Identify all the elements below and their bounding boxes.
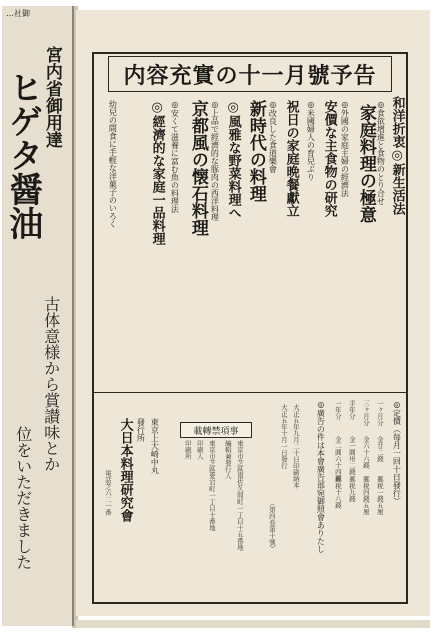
issue-number: （第四卷第十號） [267, 500, 276, 552]
article-9: 新時代の料理 [245, 100, 266, 202]
price-row-2-price: 金六十六錢 [361, 436, 370, 469]
price-row-3-price: 金一圓卅二錢 [347, 436, 356, 475]
left-page-fragment: …社御 [6, 9, 30, 18]
article-2: ◎食欲增進と食物のとり合せ [376, 100, 386, 205]
price-row-4-term: 一年分 [333, 400, 342, 420]
handwritten-line-1: 古体意様から賞讃味とか [41, 296, 61, 472]
print-date: 大正五年九月二十日印刷納本 [291, 404, 300, 489]
article-1: 和洋折衷◎新生活法 [389, 96, 405, 215]
printer-address: 東京市芝區愛宕町一丁目十番地 [207, 440, 216, 531]
page-title: 内容充實の十一月號予告 [108, 56, 392, 92]
print-shop-label: 印刷所 [183, 440, 192, 460]
article-3: 家庭料理の極意 [355, 104, 376, 223]
price-row-1-term: 一ヶ月分 [375, 400, 384, 426]
printer-label: 印刷人 [195, 440, 204, 460]
price-row-4-price: 金二圓六十四錢 [333, 436, 342, 482]
price-row-1-price: 金廿二錢 [375, 436, 384, 462]
article-13: ◎安くて滋養に富む魚の料理法 [170, 100, 180, 213]
price-row-3-term: 半年分 [347, 400, 356, 420]
phone-number: 電話芝六二一番 [103, 470, 112, 516]
editor-label: 編輯兼發行人 [223, 440, 232, 479]
article-14: ◎經濟的な家庭一品料理 [149, 100, 165, 245]
article-11: ◎上品で經濟的な豚肉の西洋料理 [210, 100, 220, 221]
article-8: ◎改良した食道樂會 [268, 100, 278, 173]
section-divider [94, 392, 406, 393]
article-4: ◎外國の家庭主婦の經濟法 [340, 100, 350, 197]
ad-headline-text: 宮内省御用達 [41, 46, 62, 148]
ad-inquiry-note: ◎廣告の件は本會廣告部宛御照會ありたし [316, 400, 326, 553]
article-12: 京都風の懐石料理 [187, 100, 208, 236]
publisher-name: 大日本料理研究會 [117, 418, 133, 522]
article-6: ◎米國婦人の育兒ぶり [306, 100, 316, 181]
article-5: 安價な主食物の研究 [321, 100, 337, 217]
article-15: 幼兒の間食に手輕な洋菓子のいろく [108, 100, 118, 228]
issue-date: 大正五年十月一日發行 [279, 404, 288, 469]
editor-address: 東京市芝區南佐久間町一丁目十五番地 [235, 440, 244, 551]
publisher-label: 發行所 [136, 418, 146, 442]
ad-brand-text: ヒゲタ醤油 [2, 70, 43, 240]
price-row-4-postage: 郵税十八錢 [333, 476, 342, 509]
price-row-2-postage: 郵税四錢五厘 [361, 476, 370, 515]
left-page-advertisement [2, 6, 74, 626]
price-row-3-postage: 郵税九錢 [347, 476, 356, 502]
price-header: ◎定價（每月一回十日發行） [392, 400, 402, 505]
handwritten-line-2: 位をいただきました [13, 426, 33, 570]
article-7: 祝日の家庭晩餐獻立 [283, 100, 299, 217]
article-10: ◎風雅な野菜料理へ [225, 100, 241, 219]
reprint-prohibited-tag: 載轉禁項事 [180, 422, 252, 438]
publisher-address: 東京上大崎中丸 [150, 418, 160, 474]
price-row-1-postage: 郵税一錢五厘 [375, 476, 384, 515]
price-row-2-term: 三ヶ月分 [361, 400, 370, 426]
